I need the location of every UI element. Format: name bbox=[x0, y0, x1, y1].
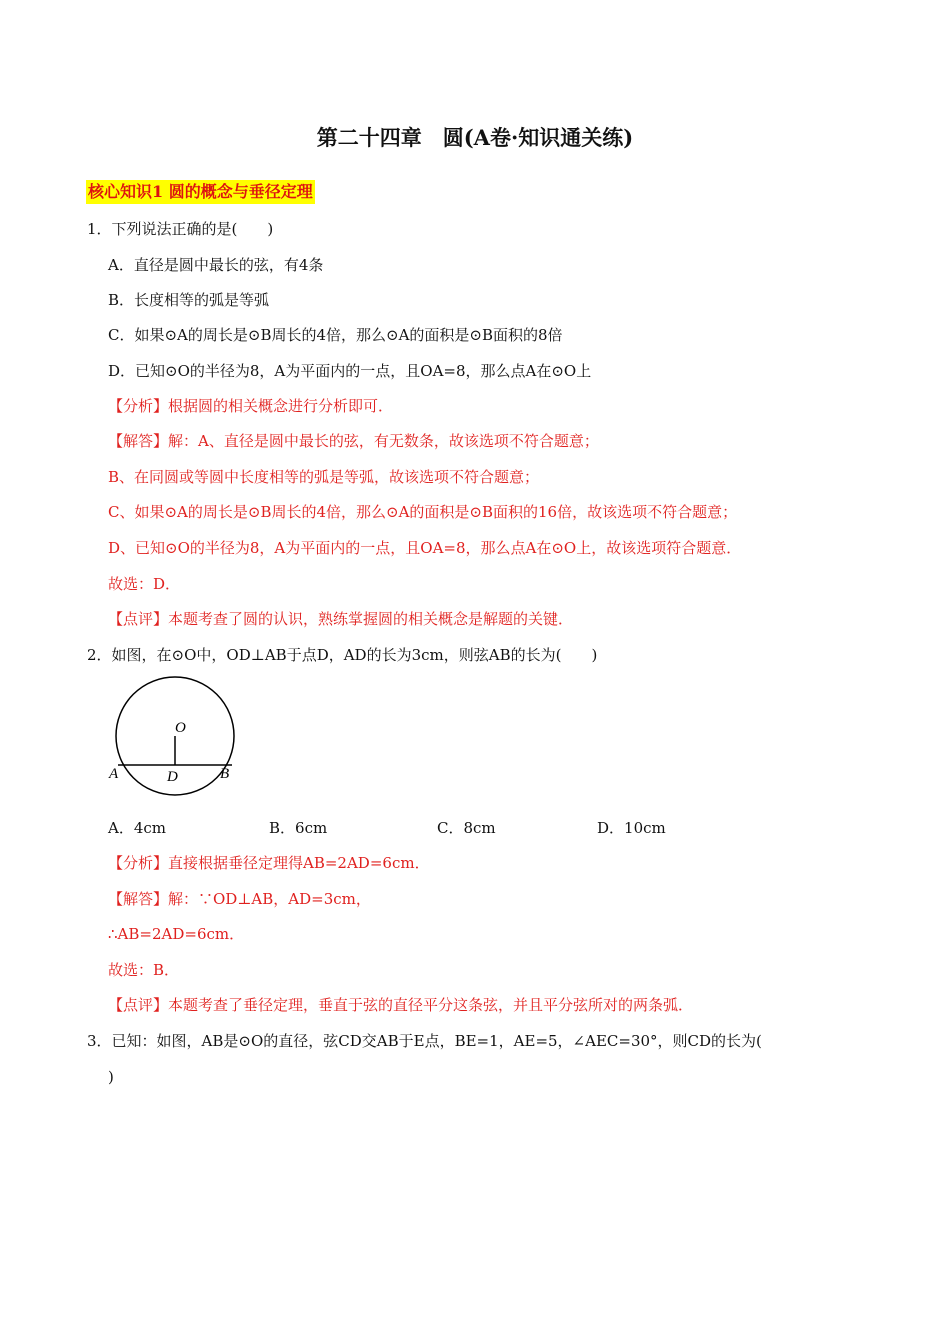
label-o: O bbox=[175, 720, 186, 736]
section-heading: 核心知识1 圆的概念与垂径定理 bbox=[86, 180, 315, 204]
q1-comment: 【点评】本题考查了圆的认识，熟练掌握圆的相关概念是解题的关键． bbox=[108, 610, 574, 628]
q1-answer-line2: B、在同圆或等圆中长度相等的弧是等弧，故该选项不符合题意； bbox=[108, 468, 540, 486]
q2-stem: 2．如图，在⊙O中，OD⊥AB于点D，AD的长为3cm，则弦AB的长为( ) bbox=[87, 646, 598, 664]
q1-option-a: A．直径是圆中最长的弦，有4条 bbox=[108, 256, 324, 274]
label-b: B bbox=[220, 766, 230, 782]
q1-option-b: B．长度相等的弧是等弧 bbox=[108, 291, 270, 309]
q2-circle-figure bbox=[100, 672, 250, 802]
q1-answer-line3: C、如果⊙A的周长是⊙B周长的4倍，那么⊙A的面积是⊙B面积的16倍，故该选项不符合题意； bbox=[108, 503, 738, 521]
q1-option-d: D．已知⊙O的半径为8，A为平面内的一点，且OA=8，那么点A在⊙O上 bbox=[108, 362, 592, 380]
q3-stem: 3．已知：如图，AB是⊙O的直径，弦CD交AB于E点，BE=1，AE=5，∠AEC=30°，则CD的长为( bbox=[87, 1032, 762, 1050]
q2-comment: 【点评】本题考查了垂径定理，垂直于弦的直径平分这条弦，并且平分弦所对的两条弧． bbox=[108, 996, 694, 1014]
q1-analysis: 【分析】根据圆的相关概念进行分析即可． bbox=[108, 397, 394, 415]
q1-answer-line1: 【解答】解：A、直径是圆中最长的弦，有无数条，故该选项不符合题意； bbox=[108, 432, 599, 450]
label-d: D bbox=[167, 769, 178, 785]
q1-option-c: C．如果⊙A的周长是⊙B周长的4倍，那么⊙A的面积是⊙B面积的8倍 bbox=[108, 326, 563, 344]
q2-option-c: C．8cm bbox=[437, 819, 496, 837]
label-a: A bbox=[109, 766, 119, 782]
q2-analysis: 【分析】直接根据垂径定理得AB=2AD=6cm． bbox=[108, 854, 430, 872]
q2-answer-line2: ∴AB=2AD=6cm． bbox=[108, 925, 245, 943]
page-title: 第二十四章 圆(A卷·知识通关练) bbox=[316, 125, 634, 150]
q2-option-d: D．10cm bbox=[597, 819, 666, 837]
q3-stem-continued: ) bbox=[108, 1068, 114, 1086]
q2-option-a: A．4cm bbox=[108, 819, 167, 837]
q1-stem: 1．下列说法正确的是( ) bbox=[87, 220, 274, 238]
q1-answer-line4: D、已知⊙O的半径为8，A为平面内的一点，且OA=8，那么点A在⊙O上，故该选项符合题意． bbox=[108, 539, 742, 557]
q2-answer-line1: 【解答】解：∵OD⊥AB，AD=3cm， bbox=[108, 890, 371, 908]
q2-option-b: B．6cm bbox=[269, 819, 328, 837]
q1-choice: 故选：D． bbox=[108, 575, 181, 593]
q2-choice: 故选：B． bbox=[108, 961, 180, 979]
